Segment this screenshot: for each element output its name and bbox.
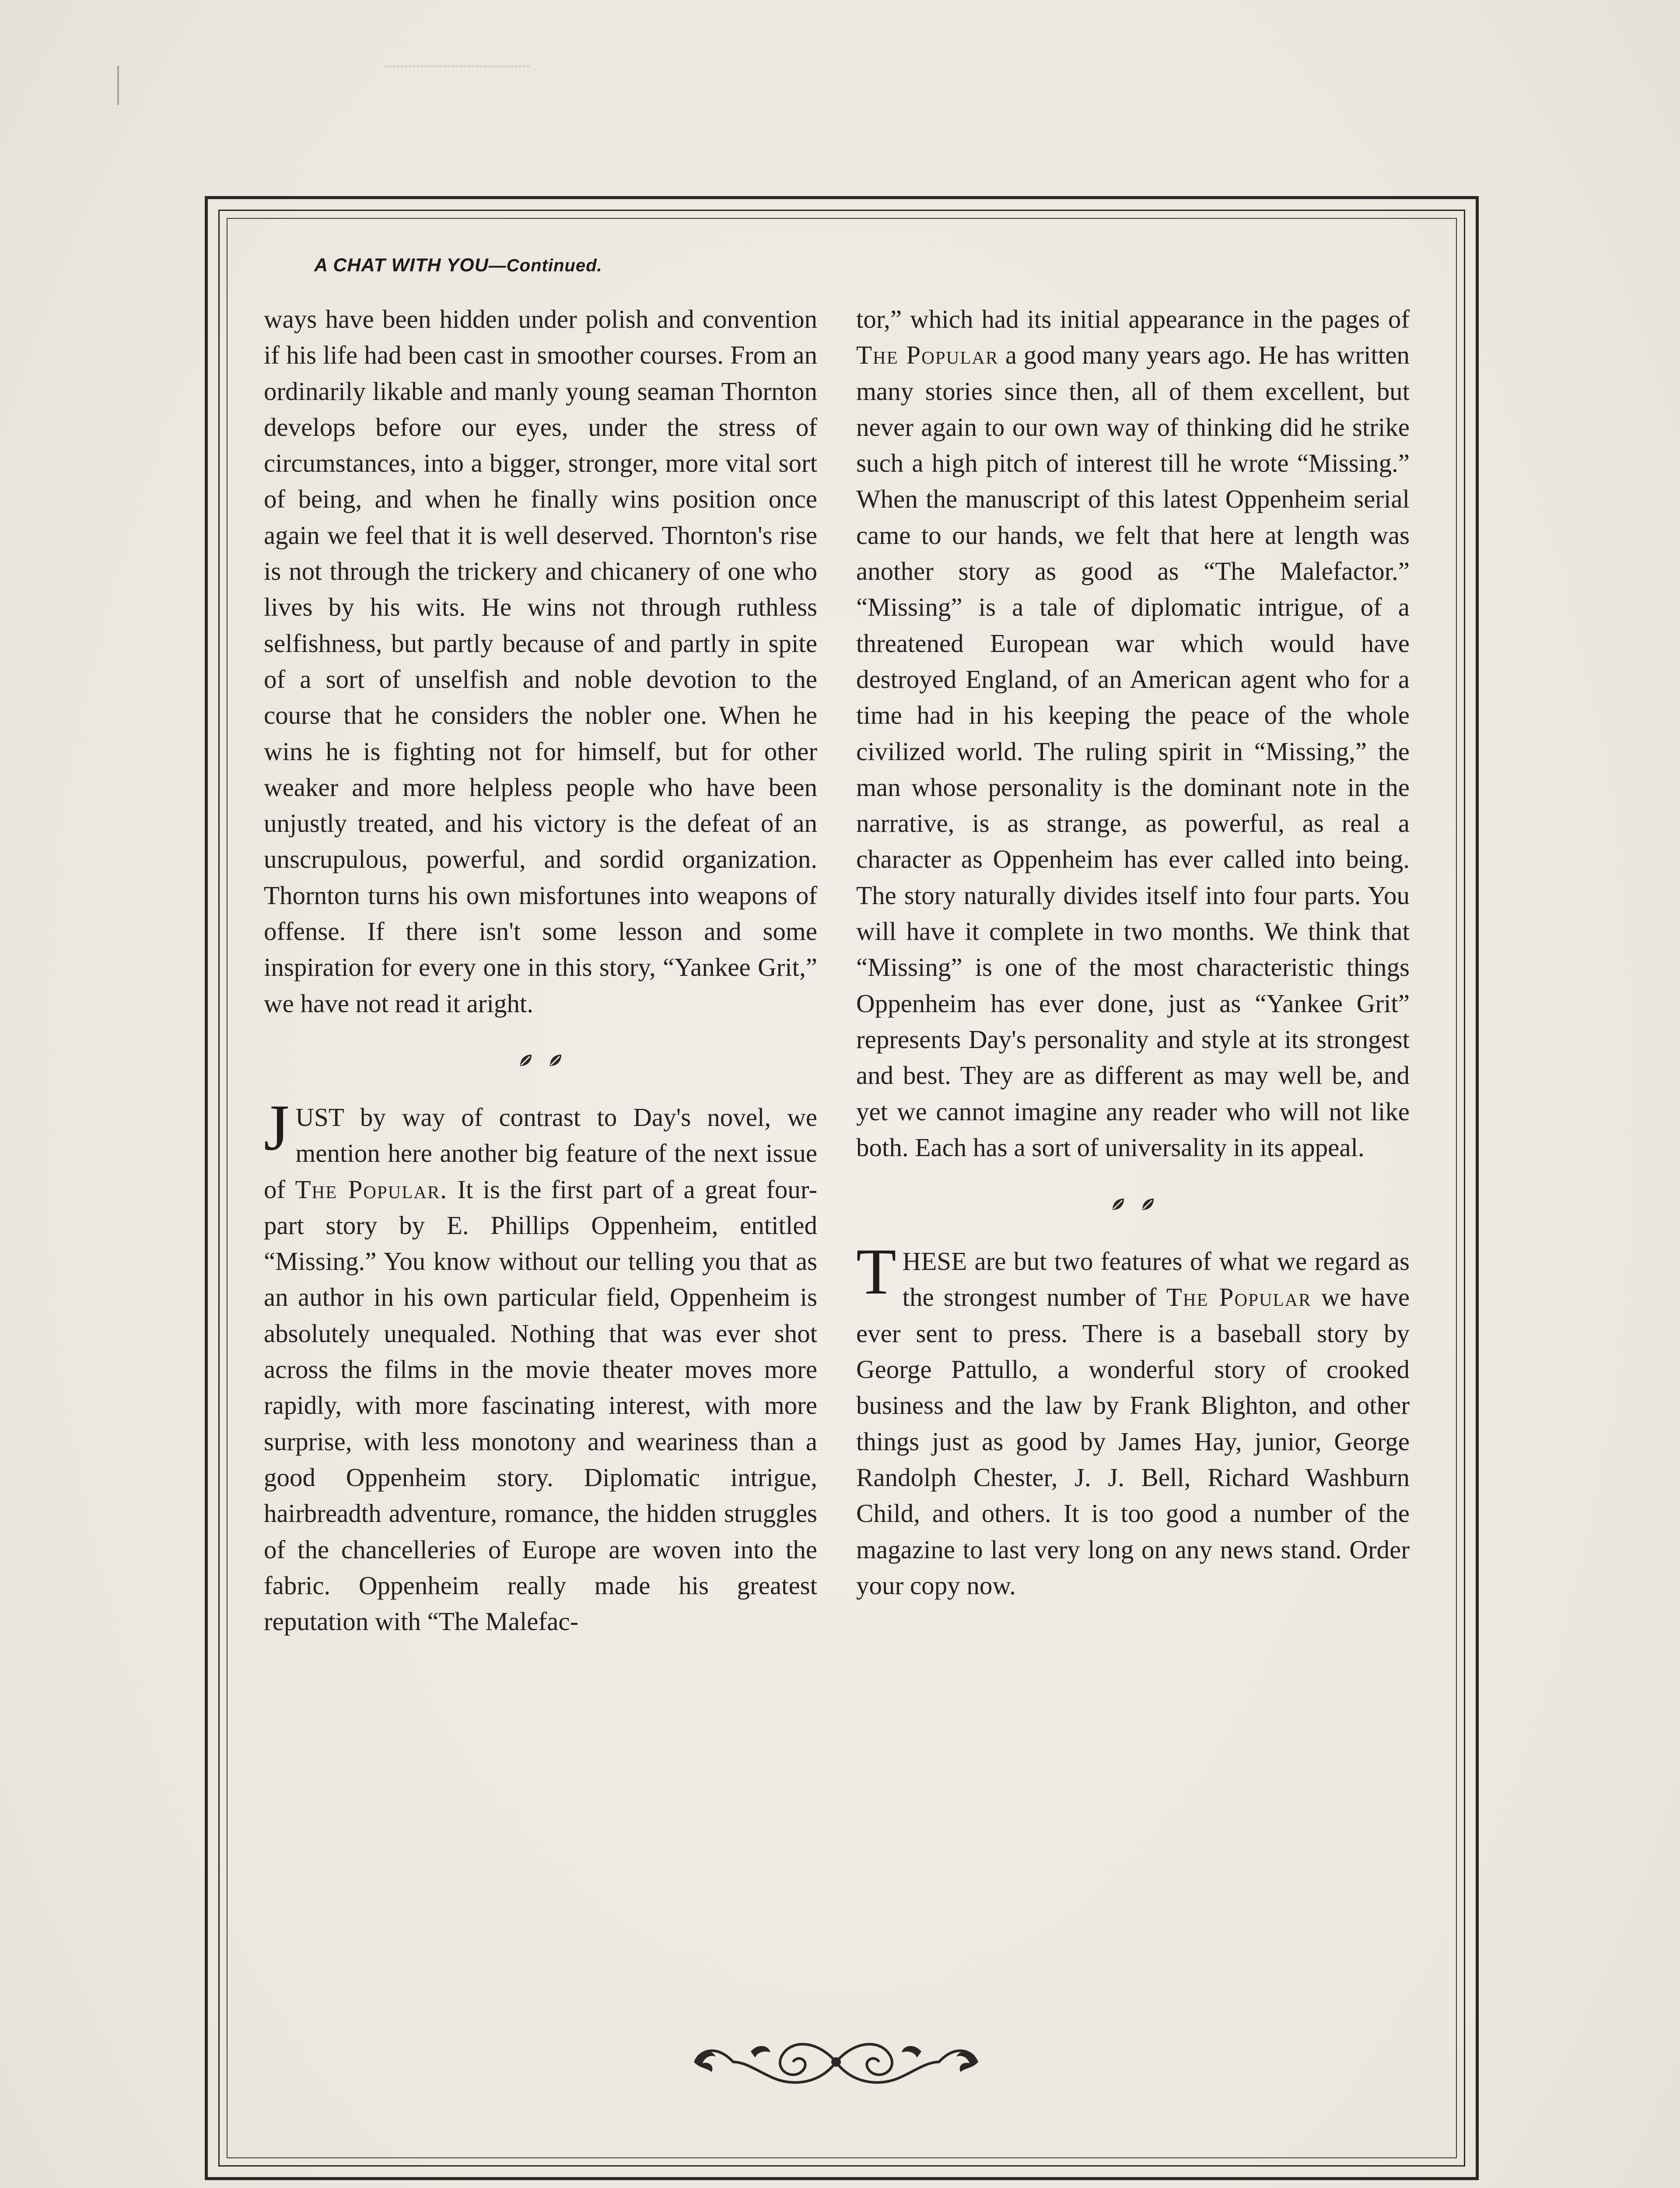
paragraph-text: UST by way of contrast to Day's novel, we mention here another big feature of the next issue of — [264, 1102, 817, 1204]
leaf-ornament-icon — [518, 1053, 533, 1068]
section-break-ornament — [856, 1165, 1410, 1243]
pencil-mark — [117, 66, 119, 105]
running-title: A CHAT WITH YOU — [314, 255, 489, 276]
magazine-name: The Popular — [856, 340, 999, 370]
paragraph-next-issue — [856, 1235, 1410, 1603]
paragraph-text: ways have been hidden under polish and convention if his life had been cast in smoother courses. From an ordinarily likable and manly young seaman Thornton develops before our eyes, under the stress of circumstances, into a bigger, stronger, more vital sort of being, and when he finally wins position once again we feel that it is well deserved. Thornton's rise is not through the trickery and chicanery of one who lives by his wits. He wins not through ruthless selfishness, but partly because of and partly in spite of a sort of unselfish and noble devotion to the course that he considers the nobler one. When he wins he is fighting not for himself, but for other weaker and more helpless people who have been unjustly treated, and his victory is the defeat of an unscrupulous, powerful, and sordid organization. Thornton turns his own misfortunes into weapons of offense. If there isn't some lesson and some inspiration for every one in this story, “Yankee Grit,” we have not read it aright. — [264, 305, 817, 1018]
running-head — [314, 255, 602, 276]
paragraph-text: a good many years ago. He has written many stories since then, all of them excellent, but never again to our own way of thinking did he strike such a high pitch of interest till he wrote “Missing.” When the manuscript of this latest Oppenheim serial came to our hands, we felt that here at length was another story as good as “The Malefactor.” “Missing” is a tale of diplomatic intrigue, of a threatened European war which would have destroyed England, of an American agent who for a time had in his keeping the peace of the whole civilized world. The ruling spirit in “Missing,” the man whose personality is the dominant note in the narrative, is as strange, as powerful, as real a character as Oppenheim has ever called into being. The story naturally divides itself into four parts. You will have it complete in two months. We think that “Missing” is one of the most characteristic things Oppenheim has ever done, just as “Yankee Grit” represents Day's personality and style at its strongest and best. They are as different as may well be, and yet we cannot imagine any reader who will not like both. Each has a sort of universality in its appeal. — [856, 340, 1410, 1162]
leaf-ornament-icon — [1111, 1197, 1126, 1212]
running-title-continued: —Continued. — [488, 256, 602, 275]
paragraph-text: we have ever sent to press. There is a baseball story by George Pattullo, a wonderful story of crooked business and the law by Frank Blighton, and other things just as good by James Hay, junior, George Randolph Chester, J. J. Bell, Richard Washburn Child, and others. It is too good a number of the magazine to last very long on any news stand. Order your copy now. — [856, 1283, 1410, 1600]
left-column — [264, 301, 817, 1639]
faint-smudge — [385, 66, 529, 68]
magazine-name: The Popular — [1166, 1283, 1312, 1312]
paragraph-continued — [264, 301, 817, 1021]
paragraph-oppenheim-intro — [264, 1091, 818, 1639]
drop-cap: T — [856, 1235, 896, 1308]
drop-cap: J — [264, 1091, 290, 1164]
magazine-name: The Popular. — [295, 1175, 448, 1204]
scroll-flourish-ornament-icon — [685, 2030, 987, 2094]
paragraph-text: HESE are but two features of what we regard as the strongest number of — [902, 1247, 1410, 1312]
right-column — [856, 301, 1410, 1603]
paragraph-text: tor,” which had its initial appearance in the pages of — [856, 305, 1410, 333]
section-break-ornament — [264, 1021, 817, 1099]
leaf-ornament-icon — [1141, 1197, 1155, 1212]
paragraph-text: It is the first part of a great four-part story by E. Phillips Oppenheim, entitled “Missing.” You know without our telling you that as an author in his own particular field, Oppenheim is absolutely unequaled. Nothing that was ever shot across the films in the movie theater moves more rapidly, with more fascinating interest, with more surprise, with less monotony and weariness than a good Oppenheim story. Diplomatic intrigue, hairbreadth adventure, romance, the hidden struggles of the chancelleries of Europe are woven into the fabric. Oppenheim really made his greatest reputation with “The Malefac- — [264, 1175, 818, 1636]
leaf-ornament-icon — [548, 1053, 563, 1068]
paragraph-continued — [856, 301, 1410, 1165]
